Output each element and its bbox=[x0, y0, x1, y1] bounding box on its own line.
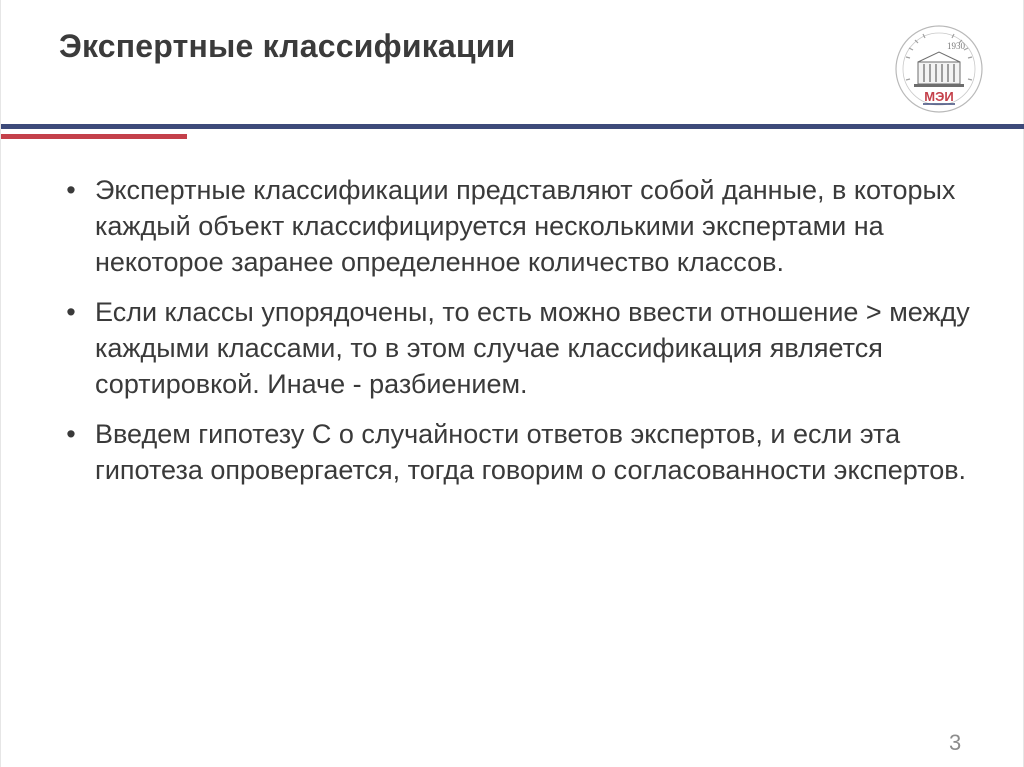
header-rule-red bbox=[1, 134, 187, 139]
header-rule-blue bbox=[1, 124, 1024, 129]
bullet-item bbox=[61, 294, 981, 402]
svg-text:1930: 1930 bbox=[947, 41, 965, 51]
bullet-dot-icon: • bbox=[66, 175, 76, 205]
bullet-list bbox=[61, 172, 981, 502]
mei-logo bbox=[894, 22, 984, 116]
bullet-dot-icon: • bbox=[66, 297, 76, 327]
bullet-item bbox=[61, 416, 981, 488]
bullet-item bbox=[61, 172, 981, 280]
slide-title: Экспертные классификации bbox=[59, 28, 516, 64]
svg-text:МЭИ: МЭИ bbox=[924, 89, 954, 104]
page-number: 3 bbox=[949, 730, 962, 755]
bullet-text: Экспертные классификации представляют собой данные, в которых каждый объект классифицируется несколькими экспертами на некоторое заранее определенное количество классов. bbox=[95, 175, 956, 277]
mei-seal-icon bbox=[894, 22, 984, 116]
bullet-dot-icon: • bbox=[66, 419, 76, 449]
bullet-text: Введем гипотезу С о случайности ответов экспертов, и если эта гипотеза опровергается, тогда говорим о согласованности экспертов. bbox=[95, 419, 967, 485]
bullet-text: Если классы упорядочены, то есть можно ввести отношение > между каждыми классами, то в этом случае классификация является сортировкой. Иначе - разбиением. bbox=[95, 297, 970, 399]
